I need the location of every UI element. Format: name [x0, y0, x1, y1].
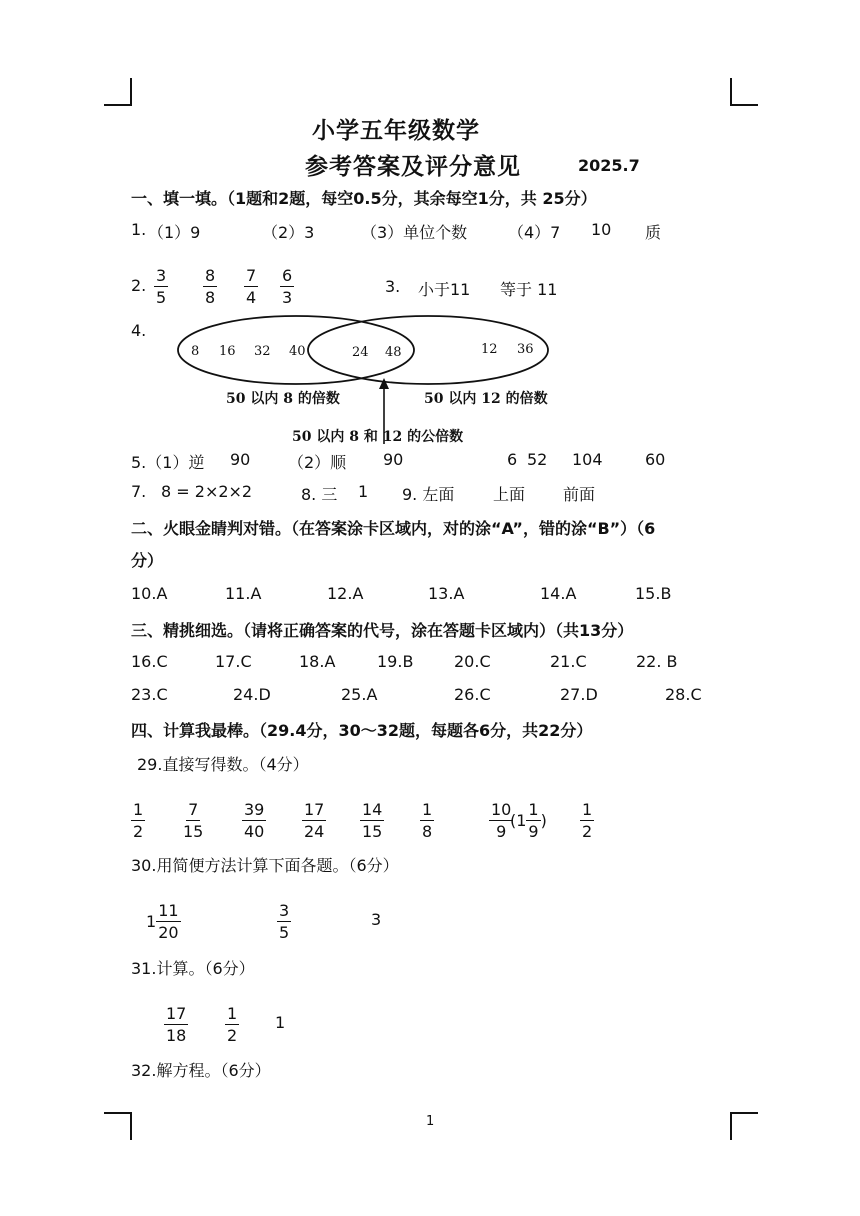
section3-heading: 三、精挑细选。（请将正确答案的代号，涂在答题卡区域内）（共13分）: [131, 621, 634, 640]
q5-answer-c: 90: [383, 450, 404, 469]
q29-mixed-fraction: $\frac{1}{9}$: [528, 800, 539, 841]
q6-answer-c: 60: [645, 450, 666, 469]
q6-answer-a: 52: [527, 450, 548, 469]
crop-mark-bottom-left: [104, 1112, 132, 1140]
page-title: 小学五年级数学: [312, 118, 480, 144]
crop-mark-bottom-right: [730, 1112, 758, 1140]
choice-answer: 23.C: [131, 685, 168, 704]
judge-answer: 11.A: [225, 584, 262, 603]
q6-answer-b: 104: [572, 450, 603, 469]
q29-fraction-5: $\frac{14}{15}$: [362, 800, 383, 841]
venn-left-number: 8: [191, 344, 200, 359]
crop-mark-top-left: [104, 78, 132, 106]
q2-fraction-3: $\frac{7}{4}$: [246, 266, 257, 307]
crop-mark-top-right: [730, 78, 758, 106]
venn-right-label: 50 以内 12 的倍数: [424, 391, 548, 407]
venn-right-number: 36: [517, 342, 534, 357]
q5-answer-a: 90: [230, 450, 251, 469]
q3-answer-a: 小于11: [418, 280, 471, 299]
q1-number: 1.: [131, 220, 147, 239]
q30-fraction: $\frac{3}{5}$: [279, 901, 290, 942]
venn-arrow-head: [379, 378, 389, 389]
choice-answer: 26.C: [454, 685, 491, 704]
choice-answer: 20.C: [454, 652, 491, 671]
q31-value: 1: [275, 1013, 286, 1032]
q9-answer-b: 上面: [493, 485, 526, 504]
choice-answer: 24.D: [233, 685, 271, 704]
choice-answer: 16.C: [131, 652, 168, 671]
q2-fraction-1: $\frac{3}{5}$: [156, 266, 167, 307]
section4-heading: 四、计算我最棒。（29.4分，30～32题，每题各6分，共22分）: [131, 721, 593, 740]
q31-fraction-1: $\frac{17}{18}$: [166, 1004, 187, 1045]
q1-answer-4: （4）7: [508, 223, 561, 242]
venn-right-number: 12: [481, 342, 498, 357]
q30-mixed-fraction: $\frac{11}{20}$: [158, 901, 179, 942]
q29-fraction-1: $\frac{1}{2}$: [133, 800, 144, 841]
q31-heading: 31.计算。（6分）: [131, 959, 255, 978]
venn-right-ellipse: [308, 316, 548, 384]
q29-mixed-close: ): [540, 811, 547, 830]
q1-answer-3: （3）单位个数: [361, 223, 468, 242]
choice-answer: 18.A: [299, 652, 336, 671]
choice-answer: 22. B: [636, 652, 678, 671]
q29-fraction-3: $\frac{39}{40}$: [244, 800, 265, 841]
venn-left-label: 50 以内 8 的倍数: [226, 391, 340, 407]
venn-left-number: 16: [219, 344, 236, 359]
q1-answer-5: 10: [591, 220, 612, 239]
q7-answer: 8 = 2×2×2: [161, 482, 253, 501]
q1-answer-6: 质: [645, 223, 662, 242]
page-subtitle: 参考答案及评分意见: [305, 154, 521, 180]
venn-center-number: 48: [385, 345, 402, 360]
q29-fraction-8: $\frac{1}{2}$: [582, 800, 593, 841]
choice-answer: 28.C: [665, 685, 702, 704]
q31-fraction-2: $\frac{1}{2}$: [227, 1004, 238, 1045]
choice-answer: 27.D: [560, 685, 598, 704]
venn-left-number: 40: [289, 344, 306, 359]
q5-answer-b: （2）顺: [288, 453, 347, 472]
q5-label: 5.（1）逆: [131, 453, 205, 472]
choice-answer: 19.B: [377, 652, 414, 671]
q30-value: 3: [371, 910, 382, 929]
section2-heading-cont: 分）: [131, 551, 164, 570]
q32-heading: 32.解方程。（6分）: [131, 1061, 271, 1080]
judge-answer: 13.A: [428, 584, 465, 603]
venn-left-number: 32: [254, 344, 271, 359]
section1-heading: 一、填一填。（1题和2题，每空0.5分，其余每空1分，共 25分）: [131, 189, 597, 208]
page-number: 1: [426, 1114, 435, 1129]
exam-date: 2025.7: [578, 156, 640, 175]
q30-mixed-whole: 1: [146, 912, 157, 931]
q3-answer-b: 等于 11: [500, 280, 558, 299]
q8-number: 8. 三: [301, 485, 338, 504]
q29-mixed-open: (1: [510, 811, 527, 830]
venn-center-label: 50 以内 8 和 12 的公倍数: [292, 429, 464, 445]
q2-number: 2.: [131, 276, 147, 295]
judge-answer: 12.A: [327, 584, 364, 603]
q9-answer-c: 前面: [563, 485, 596, 504]
choice-answer: 17.C: [215, 652, 252, 671]
judge-answer: 14.A: [540, 584, 577, 603]
q29-fraction-4: $\frac{17}{24}$: [304, 800, 325, 841]
q29-heading: 29.直接写得数。（4分）: [137, 755, 309, 774]
choice-answer: 25.A: [341, 685, 378, 704]
q29-fraction-2: $\frac{7}{15}$: [183, 800, 204, 841]
choice-answer: 21.C: [550, 652, 587, 671]
section2-heading: 二、火眼金睛判对错。（在答案涂卡区域内，对的涂“A”，错的涂“B”）（6: [131, 519, 656, 538]
q30-mixed-number: [146, 901, 181, 942]
q1-answer-2: （2）3: [262, 223, 315, 242]
q3-number: 3.: [385, 277, 401, 296]
q7-number: 7.: [131, 482, 147, 501]
q8-answer: 1: [358, 482, 369, 501]
q29-fraction-6: $\frac{1}{8}$: [422, 800, 433, 841]
judge-answer: 15.B: [635, 584, 672, 603]
judge-answer: 10.A: [131, 584, 168, 603]
q29-mixed-number: [510, 800, 547, 841]
q2-fraction-2: $\frac{8}{8}$: [205, 266, 216, 307]
q4-number: 4.: [131, 321, 147, 340]
venn-center-number: 24: [352, 345, 369, 360]
q29-fraction-7: $\frac{10}{9}$: [491, 800, 512, 841]
q2-fraction-4: $\frac{6}{3}$: [282, 266, 293, 307]
q6-number: 6: [507, 450, 518, 469]
q9-number: 9. 左面: [402, 485, 455, 504]
q1-answer-1: （1）9: [148, 223, 201, 242]
q30-heading: 30.用简便方法计算下面各题。（6分）: [131, 856, 399, 875]
